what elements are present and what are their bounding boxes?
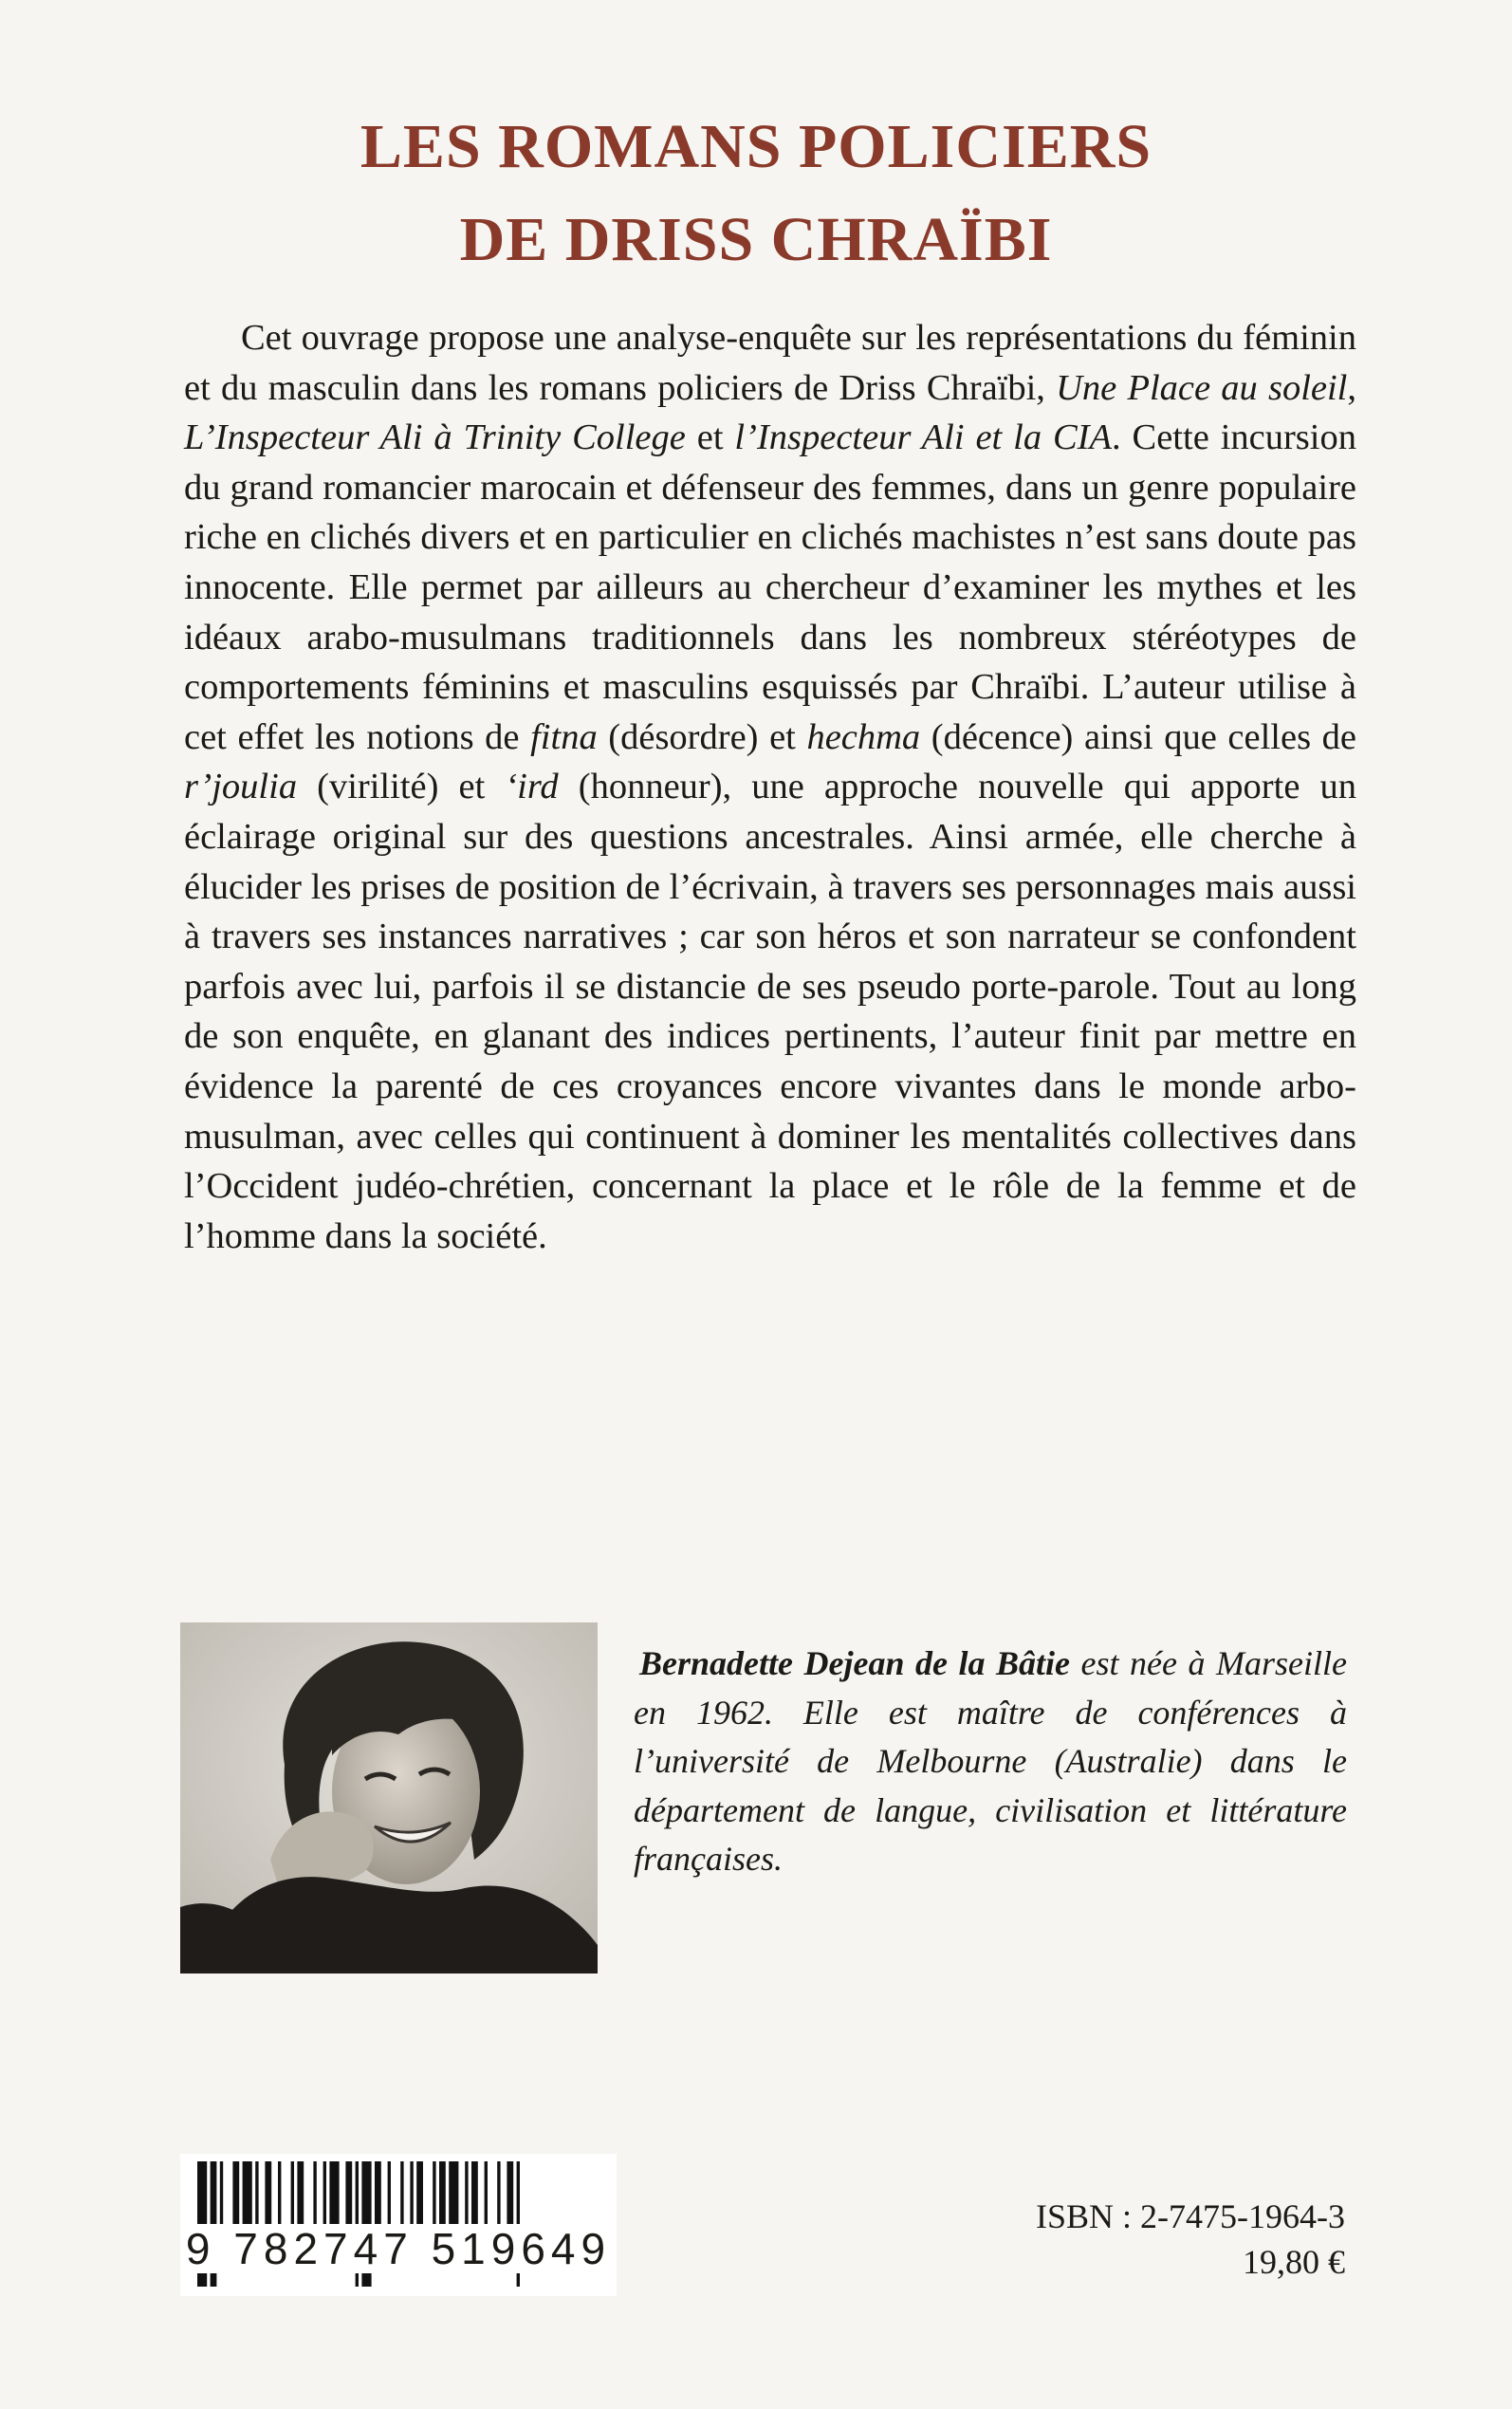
summary-text-run: (virilité) et: [297, 767, 506, 807]
summary-text-run: Cet ouvrage propose une analyse-enquête sur les représentations du féminin et du masculin dans les romans policiers de Driss Chraïbi,: [184, 318, 1356, 408]
italic-title-run: hechma: [806, 716, 921, 757]
summary-text-run: ,: [1347, 367, 1356, 408]
author-name: Bernadette Dejean de la Bâtie: [639, 1644, 1071, 1682]
italic-title-run: Une Place au soleil: [1056, 367, 1348, 408]
summary-text-run: (décence) ainsi que celles de: [920, 716, 1356, 757]
summary-text-run: et: [685, 417, 735, 458]
barcode-number: [180, 2220, 617, 2277]
italic-title-run: L’Inspecteur Ali à Trinity College: [184, 417, 686, 458]
book-title-line-1: LES ROMANS POLICIERS: [360, 112, 1152, 182]
author-bio-text: est née à Marseille en 1962. Elle est maître de conférences à l’université de Melbourne (Australie) dans le département de langue, civilisation et littérature françaises.: [634, 1644, 1348, 1878]
author-bio: [634, 1640, 1347, 1884]
summary-text-run: (honneur), une approche nouvelle qui apporte un éclairage original sur des questions ancestrales. Ainsi armée, elle cherche à élucider les prises de position de l’écrivain, à travers ses personnages mais aussi à travers ses instances narratives ; car son héros et son narrateur se confondent parfois avec lui, parfois il se distancie de ses pseudo porte-parole. Tout au long de son enquête, en glanant des indices pertinents, l’auteur finit par mettre en évidence la parenté de ces croyances encore vivantes dans le monde arbo-musulman, avec celles qui continuent à dominer les mentalités collectives dans l’Occident judéo-chrétien, concernant la place et le rôle de la femme et de l’homme dans la société.: [184, 767, 1356, 1256]
author-portrait-image: [180, 1622, 598, 1974]
italic-title-run: fitna: [530, 716, 598, 757]
summary-text-run: (désordre) et: [597, 716, 807, 757]
italic-title-run: l’Inspecteur Ali et la CIA: [734, 417, 1113, 458]
barcode-digits: 9 782747 519649: [185, 2224, 612, 2273]
book-title-line-2: DE DRISS CHRAÏBI: [459, 205, 1053, 275]
book-title: [0, 101, 1512, 287]
price: 19,80 €: [1243, 2243, 1345, 2281]
isbn-price-block: [1036, 2194, 1345, 2285]
italic-title-run: ‘ird: [505, 767, 559, 807]
summary-text-run: . Cette incursion du grand romancier marocain et défenseur des femmes, dans un genre populaire riche en clichés divers et en particulier en clichés machistes n’est sans doute pas innocente. Elle permet par ailleurs au chercheur d’examiner les mythes et les idéaux arabo-musulmans traditionnels dans les nombreux stéréotypes de comportements féminins et masculins esquissés par Chraïbi. L’auteur utilise à cet effet les notions de: [184, 417, 1356, 757]
isbn: ISBN : 2-7475-1964-3: [1036, 2197, 1345, 2235]
author-photo: [180, 1622, 598, 1974]
book-summary: [184, 313, 1356, 1261]
italic-title-run: r’joulia: [184, 767, 298, 807]
